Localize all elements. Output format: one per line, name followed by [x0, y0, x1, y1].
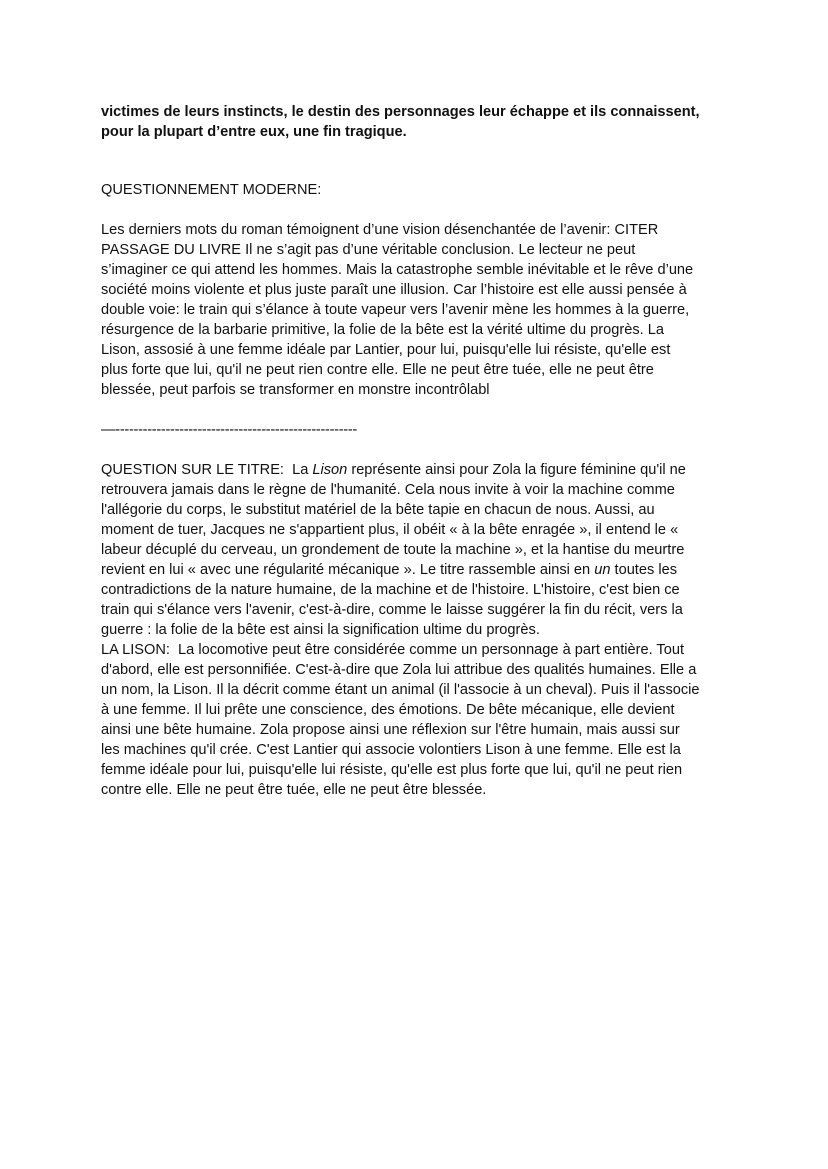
lison-paragraph-line: un nom, la Lison. Il la décrit comme étant un animal (il l'associe à un cheval). Puis il l'associe [101, 682, 700, 698]
lison-paragraph-line: contre elle. Elle ne peut être tuée, elle ne peut être blessée. [101, 782, 487, 798]
title-heading-text: QUESTION SUR LE TITRE: La [101, 462, 313, 478]
title-paragraph-line: l'allégorie du corps, le substitut matériel de la bête tapie en chacun de nous. Aussi, au [101, 502, 655, 518]
lison-paragraph-line: les machines qu'il crée. C'est Lantier qui associe volontiers Lison à une femme. Elle est la [101, 742, 681, 758]
lison-italic: Lison [312, 462, 348, 478]
modern-paragraph-line: PASSAGE DU LIVRE Il ne s’agit pas d’une véritable conclusion. Le lecteur ne peut [101, 242, 636, 258]
modern-paragraph-line: plus forte que lui, qu'il ne peut rien contre elle. Elle ne peut être tuée, elle ne peut être [101, 362, 654, 378]
modern-paragraph-line: Les derniers mots du roman témoignent d’une vision désenchantée de l’avenir: CITER [101, 222, 659, 238]
modern-paragraph-line: s’imaginer ce qui attend les hommes. Mais la catastrophe semble inévitable et le rêve d’une [101, 262, 694, 278]
lison-paragraph-line: femme idéale pour lui, puisqu'elle lui résiste, qu'elle est plus forte que lui, qu'il ne peut rien [101, 762, 683, 778]
separator-line: —----------------------------------------------------- [101, 422, 357, 438]
title-paragraph-line: retrouvera jamais dans le règne de l'humanité. Cela nous invite à voir la machine comme [101, 482, 675, 498]
title-line-text: toutes les [610, 562, 677, 578]
section-heading-modern: QUESTIONNEMENT MODERNE: [101, 182, 322, 198]
modern-paragraph-line: société moins violente et plus juste paraît une illusion. Car l’histoire est elle aussi pensée à [101, 282, 687, 298]
title-paragraph-line: guerre : la folie de la bête est ainsi la signification ultime du progrès. [101, 622, 540, 638]
modern-paragraph-line: blessée, peut parfois se transformer en monstre incontrôlabl [101, 382, 490, 398]
lison-paragraph-line: LA LISON: La locomotive peut être considérée comme un personnage à part entière. Tout [101, 642, 685, 658]
title-paragraph-line [101, 560, 677, 580]
title-paragraph-line: labeur décuplé du cerveau, un grondement de toute la machine », et la hantise du meurtre [101, 542, 685, 558]
title-line-text: représente ainsi pour Zola la figure féminine qu'il ne [347, 462, 686, 478]
title-line-text: revient en lui « avec une régularité mécanique ». Le titre rassemble ainsi en [101, 562, 595, 578]
title-paragraph-line [101, 460, 686, 480]
title-paragraph-line: moment de tuer, Jacques ne s'appartient plus, il obéit « à la bête enragée », il entend le « [101, 522, 679, 538]
modern-paragraph-line: Lison, assosié à une femme idéale par Lantier, pour lui, puisqu'elle lui résiste, qu'elle est [101, 342, 671, 358]
modern-paragraph-line: résurgence de la barbarie primitive, la folie de la bête est la vérité ultime du progrès. La [101, 322, 664, 338]
intro-line: victimes de leurs instincts, le destin des personnages leur échappe et ils connaissent, [101, 104, 700, 120]
lison-paragraph-line: à une femme. Il lui prête une conscience, des émotions. De bête mécanique, elle devient [101, 702, 675, 718]
title-paragraph-line: contradictions de la nature humaine, de la machine et de l'histoire. L'histoire, c'est bien ce [101, 582, 680, 598]
un-italic: un [594, 562, 611, 578]
modern-paragraph-line: double voie: le train qui s’élance à toute vapeur vers l’avenir mène les hommes à la guerre, [101, 302, 690, 318]
lison-paragraph-line: d'abord, elle est personnifiée. C'est-à-dire que Zola lui attribue des qualités humaines. Elle a [101, 662, 697, 678]
lison-paragraph-line: ainsi une bête humaine. Zola propose ainsi une réflexion sur l'être humain, mais aussi sur [101, 722, 680, 738]
intro-line: pour la plupart d’entre eux, une fin tragique. [101, 124, 407, 140]
title-paragraph-line: train qui s'élance vers l'avenir, c'est-à-dire, comme le laisse suggérer la fin du récit, vers la [101, 602, 683, 618]
